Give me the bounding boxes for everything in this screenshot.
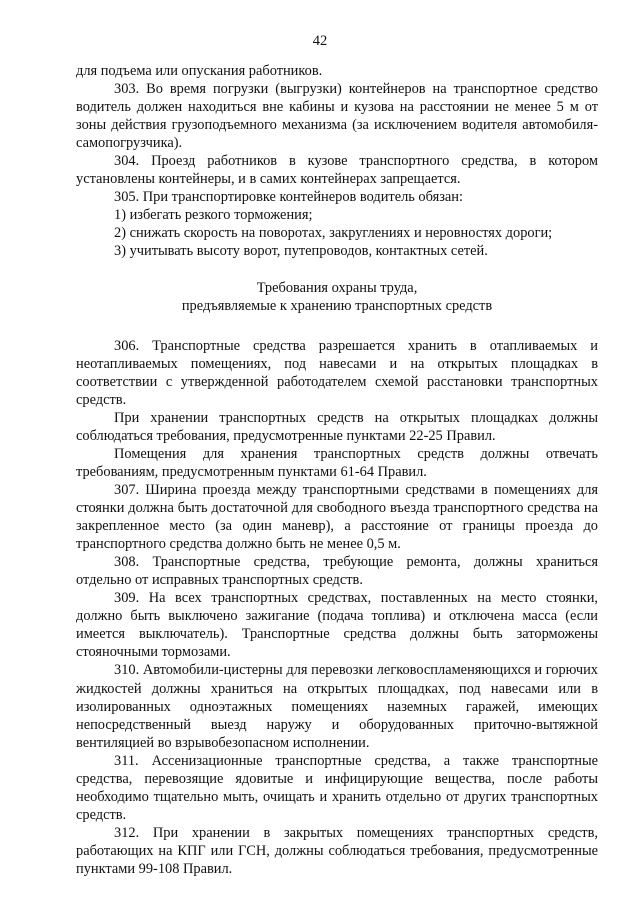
paragraph-306: 306. Транспортные средства разрешается хранить в отапливаемых и неотапливаемых помещениях, под навесами и на открытых площадках в соответствии с утвержденной работодателем схемой расстановки транспортных средств.	[76, 337, 598, 408]
list-item-3: 3) учитывать высоту ворот, путепроводов, контактных сетей.	[114, 243, 488, 260]
section-heading	[76, 279, 598, 315]
paragraph-304: 304. Проезд работников в кузове транспортного средства, в котором установлены контейнеры, и в самих контейнерах запрещается.	[76, 153, 598, 188]
paragraph-311: 311. Ассенизационные транспортные средства, а также транспортные средства, перевозящие ядовитые и инфицирующие вещества, после работы необходимо тщательно мыть, очищать и хранить отдельно от других транспортных средств.	[76, 752, 598, 823]
section-heading-line-1: Требования охраны труда,	[256, 279, 418, 296]
paragraph-307: 307. Ширина проезда между транспортными средствами в помещениях для стоянки должна быть достаточной для свободного въезда транспортного средства на закрепленное место (за один маневр), а расстояние от границы проезда до транспортного средства должно быть не менее 0,5 м.	[76, 481, 598, 553]
paragraph-305: 305. При транспортировке контейнеров водитель обязан:	[114, 189, 463, 206]
paragraph-309: 309. На всех транспортных средствах, поставленных на место стоянки, должно быть выключено зажигание (подача топлива) и отключена масса (если имеется выключатель). Транспортные средства должны быть заторможены стояночными тормозами.	[76, 590, 598, 661]
paragraph-312: 312. При хранении в закрытых помещениях транспортных средств, работающих на КПГ или ГСН, должны соблюдаться требования, предусмотренные пунктами 99-108 Правил.	[76, 824, 598, 877]
section-heading-line-2: предъявляемые к хранению транспортных средств	[181, 297, 493, 314]
paragraph-306-open-areas: При хранении транспортных средств на открытых площадках должны соблюдаться требования, предусмотренные пунктами 22-25 Правил.	[76, 409, 598, 444]
paragraph-306-premises: Помещения для хранения транспортных средств должны отвечать требованиям, предусмотренным пунктами 61-64 Правил.	[76, 445, 598, 480]
page-number: 42	[312, 33, 328, 49]
list-item-2: 2) снижать скорость на поворотах, закруглениях и неровностях дороги;	[114, 225, 553, 242]
list-item-1: 1) избегать резкого торможения;	[114, 207, 313, 224]
paragraph-308: 308. Транспортные средства, требующие ремонта, должны храниться отдельно от исправных транспортных средств.	[76, 554, 598, 589]
paragraph-continuation: для подъема или опускания работников.	[76, 63, 323, 79]
paragraph-310: 310. Автомобили-цистерны для перевозки легковоспламеняющихся и горючих жидкостей должны храниться на открытых площадках, под навесами или в изолированных одноэтажных помещениях наземных гаражей, имеющих непосредственный выезд наружу и оборудованных приточно-вытяжной вентиляцией во взрывобезопасном исполнении.	[76, 662, 598, 751]
document-body	[76, 62, 598, 878]
paragraph-303: 303. Во время погрузки (выгрузки) контейнеров на транспортное средство водитель должен находиться вне кабины и кузова на расстоянии не менее 5 м от зоны действия грузоподъемного механизма (за исключением водителя автомобиля-самопогрузчика).	[76, 81, 598, 152]
